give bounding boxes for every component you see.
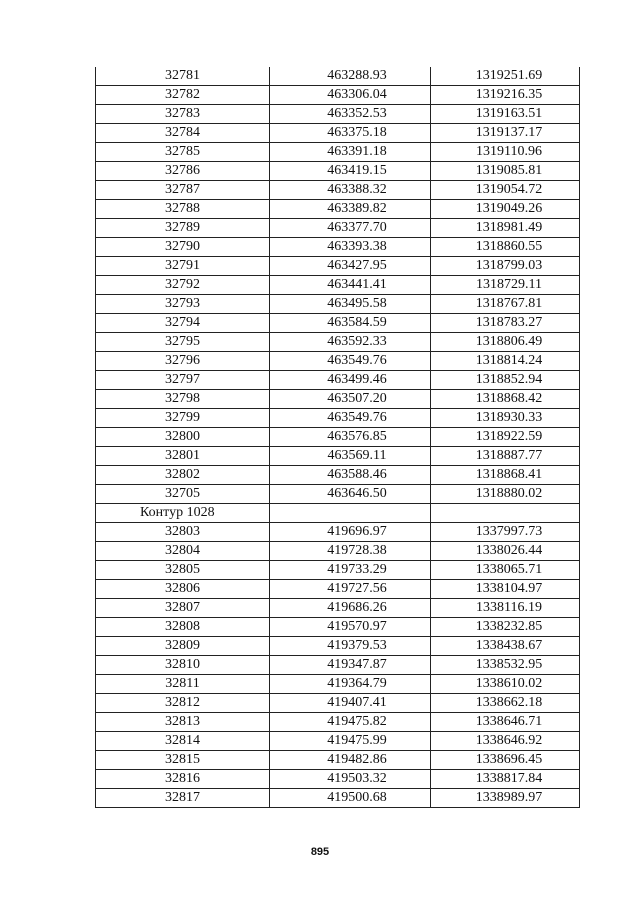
x-coordinate-cell: 1318814.24 bbox=[431, 352, 580, 371]
x-coordinate-cell: 1338116.19 bbox=[431, 599, 580, 618]
point-number-cell: 32802 bbox=[96, 466, 270, 485]
x-coordinate-cell: 1318868.42 bbox=[431, 390, 580, 409]
table-row bbox=[96, 276, 580, 295]
x-coordinate-cell: 1318852.94 bbox=[431, 371, 580, 390]
table-row bbox=[96, 257, 580, 276]
table-row bbox=[96, 124, 580, 143]
point-number-cell: 32794 bbox=[96, 314, 270, 333]
x-coordinate-cell: 1319163.51 bbox=[431, 105, 580, 124]
y-coordinate-cell: 463507.20 bbox=[270, 390, 431, 409]
table-row bbox=[96, 409, 580, 428]
x-coordinate-cell: 1337997.73 bbox=[431, 523, 580, 542]
y-coordinate-cell: 419364.79 bbox=[270, 675, 431, 694]
point-number-cell: 32787 bbox=[96, 181, 270, 200]
x-coordinate-cell: 1318930.33 bbox=[431, 409, 580, 428]
y-coordinate-cell: 463352.53 bbox=[270, 105, 431, 124]
point-number-cell: 32812 bbox=[96, 694, 270, 713]
point-number-cell: 32809 bbox=[96, 637, 270, 656]
point-number-cell: 32783 bbox=[96, 105, 270, 124]
table-row bbox=[96, 352, 580, 371]
y-coordinate-cell: 463569.11 bbox=[270, 447, 431, 466]
point-number-cell: 32800 bbox=[96, 428, 270, 447]
y-coordinate-cell: 463375.18 bbox=[270, 124, 431, 143]
x-coordinate-cell: 1319251.69 bbox=[431, 67, 580, 86]
point-number-cell: 32791 bbox=[96, 257, 270, 276]
table-row bbox=[96, 713, 580, 732]
x-coordinate-cell: 1318868.41 bbox=[431, 466, 580, 485]
table-row bbox=[96, 447, 580, 466]
y-coordinate-cell: 419475.82 bbox=[270, 713, 431, 732]
section-label: Контур 1028 bbox=[96, 504, 270, 523]
point-number-cell: 32813 bbox=[96, 713, 270, 732]
point-number-cell: 32705 bbox=[96, 485, 270, 504]
table-row bbox=[96, 428, 580, 447]
y-coordinate-cell: 419696.97 bbox=[270, 523, 431, 542]
x-coordinate-cell: 1318860.55 bbox=[431, 238, 580, 257]
point-number-cell: 32796 bbox=[96, 352, 270, 371]
point-number-cell: 32784 bbox=[96, 124, 270, 143]
y-coordinate-cell: 463419.15 bbox=[270, 162, 431, 181]
table-row bbox=[96, 675, 580, 694]
x-coordinate-cell: 1319216.35 bbox=[431, 86, 580, 105]
table-row bbox=[96, 333, 580, 352]
y-coordinate-cell: 419728.38 bbox=[270, 542, 431, 561]
table-row bbox=[96, 143, 580, 162]
y-coordinate-cell: 419347.87 bbox=[270, 656, 431, 675]
point-number-cell: 32807 bbox=[96, 599, 270, 618]
section-row bbox=[96, 504, 580, 523]
table-row bbox=[96, 295, 580, 314]
point-number-cell: 32817 bbox=[96, 789, 270, 808]
y-coordinate-cell: 463427.95 bbox=[270, 257, 431, 276]
table-row bbox=[96, 105, 580, 124]
point-number-cell: 32788 bbox=[96, 200, 270, 219]
x-coordinate-cell: 1319049.26 bbox=[431, 200, 580, 219]
y-coordinate-cell: 463549.76 bbox=[270, 352, 431, 371]
x-coordinate-cell: 1338438.67 bbox=[431, 637, 580, 656]
y-coordinate-cell: 419379.53 bbox=[270, 637, 431, 656]
point-number-cell: 32816 bbox=[96, 770, 270, 789]
table-row bbox=[96, 694, 580, 713]
empty-cell bbox=[270, 504, 431, 523]
x-coordinate-cell: 1338989.97 bbox=[431, 789, 580, 808]
y-coordinate-cell: 463393.38 bbox=[270, 238, 431, 257]
y-coordinate-cell: 419733.29 bbox=[270, 561, 431, 580]
point-number-cell: 32785 bbox=[96, 143, 270, 162]
y-coordinate-cell: 419407.41 bbox=[270, 694, 431, 713]
table-row bbox=[96, 466, 580, 485]
table-row bbox=[96, 599, 580, 618]
x-coordinate-cell: 1338232.85 bbox=[431, 618, 580, 637]
point-number-cell: 32808 bbox=[96, 618, 270, 637]
x-coordinate-cell: 1338065.71 bbox=[431, 561, 580, 580]
x-coordinate-cell: 1338646.71 bbox=[431, 713, 580, 732]
y-coordinate-cell: 419686.26 bbox=[270, 599, 431, 618]
table-row bbox=[96, 656, 580, 675]
table-row bbox=[96, 314, 580, 333]
table-row bbox=[96, 238, 580, 257]
y-coordinate-cell: 463576.85 bbox=[270, 428, 431, 447]
y-coordinate-cell: 419475.99 bbox=[270, 732, 431, 751]
y-coordinate-cell: 463584.59 bbox=[270, 314, 431, 333]
x-coordinate-cell: 1319085.81 bbox=[431, 162, 580, 181]
x-coordinate-cell: 1338532.95 bbox=[431, 656, 580, 675]
table-row bbox=[96, 523, 580, 542]
coordinates-table bbox=[95, 67, 580, 808]
x-coordinate-cell: 1338817.84 bbox=[431, 770, 580, 789]
table-row bbox=[96, 732, 580, 751]
x-coordinate-cell: 1318981.49 bbox=[431, 219, 580, 238]
table-row bbox=[96, 751, 580, 770]
coordinates-table-body bbox=[96, 67, 580, 808]
y-coordinate-cell: 463306.04 bbox=[270, 86, 431, 105]
x-coordinate-cell: 1318880.02 bbox=[431, 485, 580, 504]
table-row bbox=[96, 618, 580, 637]
point-number-cell: 32798 bbox=[96, 390, 270, 409]
table-row bbox=[96, 181, 580, 200]
table-row bbox=[96, 86, 580, 105]
y-coordinate-cell: 419570.97 bbox=[270, 618, 431, 637]
point-number-cell: 32793 bbox=[96, 295, 270, 314]
page-number: 895 bbox=[310, 846, 330, 858]
y-coordinate-cell: 463499.46 bbox=[270, 371, 431, 390]
x-coordinate-cell: 1318729.11 bbox=[431, 276, 580, 295]
point-number-cell: 32790 bbox=[96, 238, 270, 257]
y-coordinate-cell: 419503.32 bbox=[270, 770, 431, 789]
x-coordinate-cell: 1338610.02 bbox=[431, 675, 580, 694]
x-coordinate-cell: 1319137.17 bbox=[431, 124, 580, 143]
point-number-cell: 32803 bbox=[96, 523, 270, 542]
table-row bbox=[96, 637, 580, 656]
x-coordinate-cell: 1338104.97 bbox=[431, 580, 580, 599]
table-row bbox=[96, 371, 580, 390]
point-number-cell: 32795 bbox=[96, 333, 270, 352]
x-coordinate-cell: 1338026.44 bbox=[431, 542, 580, 561]
y-coordinate-cell: 419727.56 bbox=[270, 580, 431, 599]
x-coordinate-cell: 1318783.27 bbox=[431, 314, 580, 333]
point-number-cell: 32811 bbox=[96, 675, 270, 694]
y-coordinate-cell: 463592.33 bbox=[270, 333, 431, 352]
y-coordinate-cell: 419482.86 bbox=[270, 751, 431, 770]
table-row bbox=[96, 770, 580, 789]
point-number-cell: 32786 bbox=[96, 162, 270, 181]
point-number-cell: 32814 bbox=[96, 732, 270, 751]
point-number-cell: 32799 bbox=[96, 409, 270, 428]
y-coordinate-cell: 463646.50 bbox=[270, 485, 431, 504]
y-coordinate-cell: 419500.68 bbox=[270, 789, 431, 808]
y-coordinate-cell: 463377.70 bbox=[270, 219, 431, 238]
table-row bbox=[96, 561, 580, 580]
x-coordinate-cell: 1318887.77 bbox=[431, 447, 580, 466]
y-coordinate-cell: 463441.41 bbox=[270, 276, 431, 295]
table-row bbox=[96, 485, 580, 504]
y-coordinate-cell: 463388.32 bbox=[270, 181, 431, 200]
x-coordinate-cell: 1338646.92 bbox=[431, 732, 580, 751]
point-number-cell: 32801 bbox=[96, 447, 270, 466]
table-row bbox=[96, 789, 580, 808]
y-coordinate-cell: 463588.46 bbox=[270, 466, 431, 485]
y-coordinate-cell: 463549.76 bbox=[270, 409, 431, 428]
point-number-cell: 32782 bbox=[96, 86, 270, 105]
x-coordinate-cell: 1319110.96 bbox=[431, 143, 580, 162]
table-row bbox=[96, 67, 580, 86]
x-coordinate-cell: 1338662.18 bbox=[431, 694, 580, 713]
y-coordinate-cell: 463495.58 bbox=[270, 295, 431, 314]
point-number-cell: 32797 bbox=[96, 371, 270, 390]
point-number-cell: 32781 bbox=[96, 67, 270, 86]
x-coordinate-cell: 1318806.49 bbox=[431, 333, 580, 352]
x-coordinate-cell: 1318799.03 bbox=[431, 257, 580, 276]
point-number-cell: 32815 bbox=[96, 751, 270, 770]
x-coordinate-cell: 1318767.81 bbox=[431, 295, 580, 314]
x-coordinate-cell: 1318922.59 bbox=[431, 428, 580, 447]
point-number-cell: 32804 bbox=[96, 542, 270, 561]
x-coordinate-cell: 1319054.72 bbox=[431, 181, 580, 200]
y-coordinate-cell: 463391.18 bbox=[270, 143, 431, 162]
empty-cell bbox=[431, 504, 580, 523]
point-number-cell: 32805 bbox=[96, 561, 270, 580]
y-coordinate-cell: 463288.93 bbox=[270, 67, 431, 86]
x-coordinate-cell: 1338696.45 bbox=[431, 751, 580, 770]
table-row bbox=[96, 390, 580, 409]
table-row bbox=[96, 580, 580, 599]
y-coordinate-cell: 463389.82 bbox=[270, 200, 431, 219]
point-number-cell: 32810 bbox=[96, 656, 270, 675]
table-row bbox=[96, 200, 580, 219]
table-row bbox=[96, 162, 580, 181]
table-row bbox=[96, 542, 580, 561]
point-number-cell: 32806 bbox=[96, 580, 270, 599]
point-number-cell: 32792 bbox=[96, 276, 270, 295]
point-number-cell: 32789 bbox=[96, 219, 270, 238]
table-row bbox=[96, 219, 580, 238]
